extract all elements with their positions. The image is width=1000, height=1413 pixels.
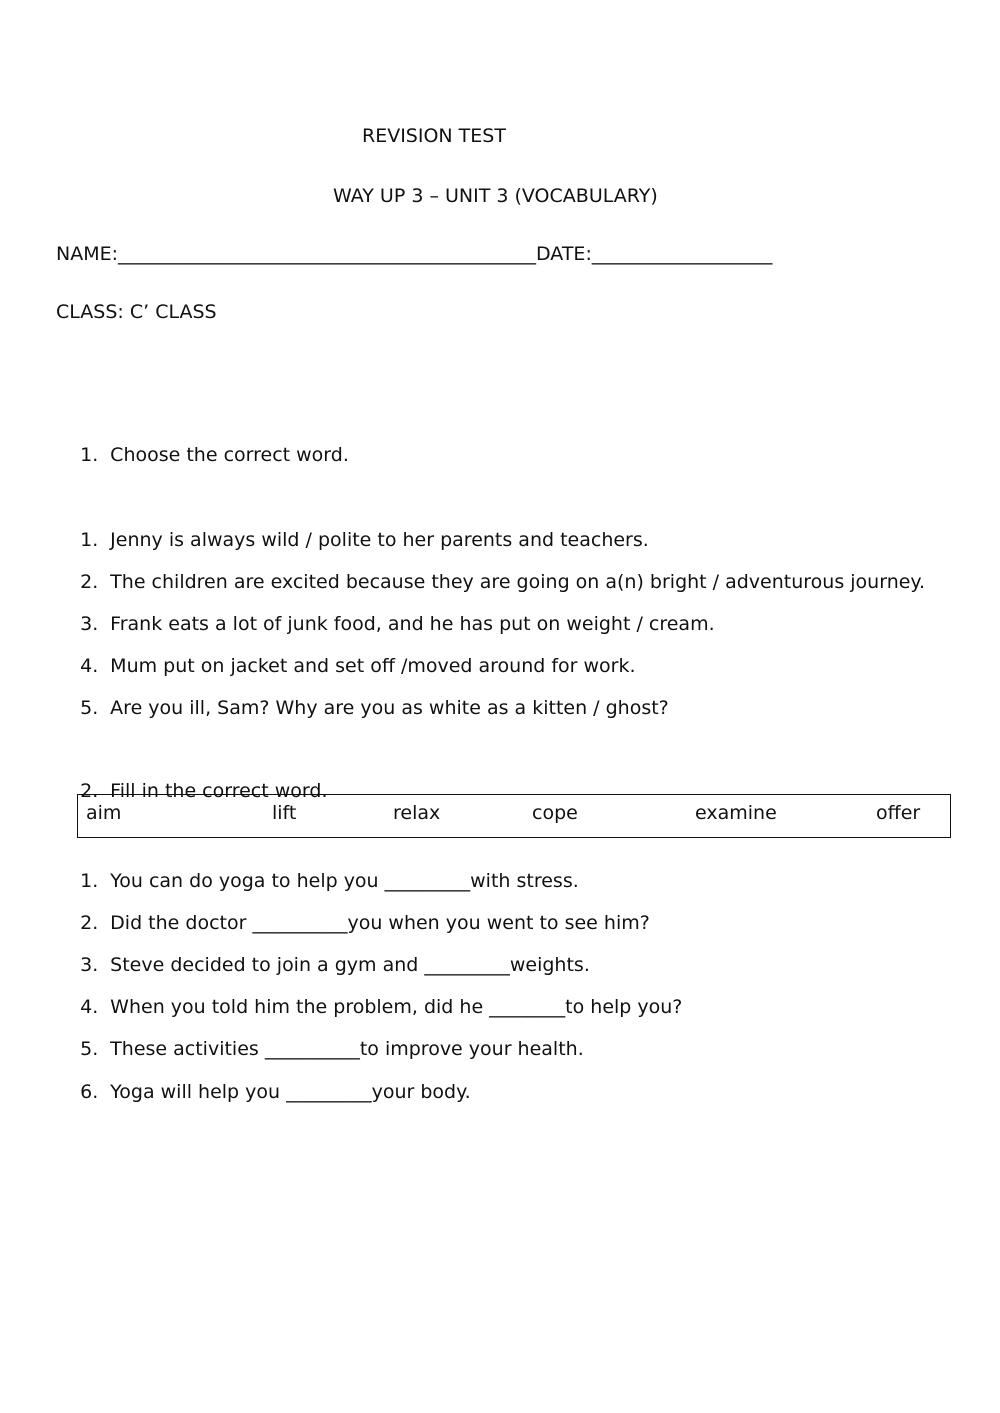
item-number: 2. bbox=[80, 912, 99, 934]
section-1-heading bbox=[56, 419, 349, 491]
item-text: Did the doctor __________you when you went to see him? bbox=[110, 912, 650, 934]
item-text: These activities __________to improve your health. bbox=[110, 1038, 584, 1060]
word-bank-item: offer bbox=[876, 802, 921, 824]
item-text: The children are excited because they are going on a(n) bright / adventurous journey. bbox=[110, 571, 926, 593]
word-bank-item: relax bbox=[393, 802, 441, 824]
list-item bbox=[56, 1056, 471, 1128]
word-bank-item: cope bbox=[532, 802, 578, 824]
item-text: Yoga will help you _________your body. bbox=[110, 1081, 471, 1103]
item-number: 1. bbox=[80, 870, 99, 892]
page-title: REVISION TEST bbox=[362, 125, 506, 147]
item-text: Mum put on jacket and set off /moved around for work. bbox=[110, 655, 636, 677]
section-1-instruction: Choose the correct word. bbox=[110, 444, 349, 466]
item-text: When you told him the problem, did he ________to help you? bbox=[110, 996, 683, 1018]
section-2-instruction: Fill in the correct word. bbox=[110, 780, 328, 802]
item-number: 5. bbox=[80, 697, 99, 719]
item-number: 6. bbox=[80, 1081, 99, 1103]
item-number: 3. bbox=[80, 954, 99, 976]
item-text: You can do yoga to help you _________with stress. bbox=[110, 870, 579, 892]
word-bank-item: lift bbox=[272, 802, 297, 824]
section-2-number: 2. bbox=[80, 780, 99, 802]
page-subtitle: WAY UP 3 – UNIT 3 (VOCABULARY) bbox=[333, 185, 658, 207]
item-number: 5. bbox=[80, 1038, 99, 1060]
section-1-number: 1. bbox=[80, 444, 99, 466]
item-text: Are you ill, Sam? Why are you as white as a kitten / ghost? bbox=[110, 697, 669, 719]
class-line: CLASS: C’ CLASS bbox=[56, 301, 217, 323]
word-bank-item: examine bbox=[695, 802, 777, 824]
name-date-line: NAME:____________________________________________DATE:___________________ bbox=[56, 243, 773, 265]
word-bank-item: aim bbox=[86, 802, 122, 824]
item-text: Frank eats a lot of junk food, and he has put on weight / cream. bbox=[110, 613, 715, 635]
item-number: 3. bbox=[80, 613, 99, 635]
item-number: 1. bbox=[80, 529, 99, 551]
item-text: Jenny is always wild / polite to her parents and teachers. bbox=[110, 529, 649, 551]
list-item bbox=[56, 672, 669, 744]
word-bank-box bbox=[77, 794, 951, 838]
item-number: 2. bbox=[80, 571, 99, 593]
item-number: 4. bbox=[80, 996, 99, 1018]
item-number: 4. bbox=[80, 655, 99, 677]
item-text: Steve decided to join a gym and _________weights. bbox=[110, 954, 590, 976]
